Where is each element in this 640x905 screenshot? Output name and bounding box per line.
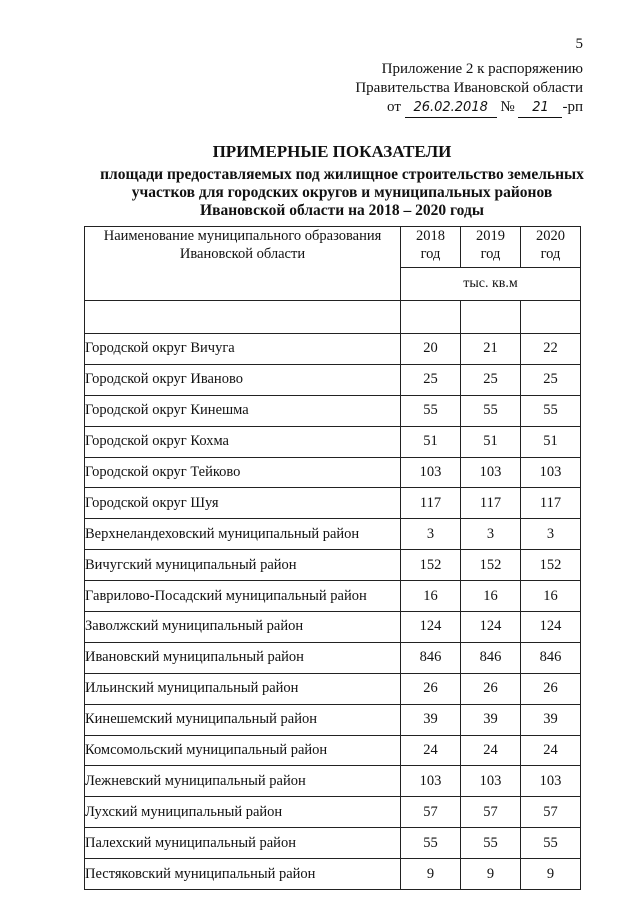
value-2018-cell: 16 bbox=[401, 581, 461, 612]
header-year-unit: год bbox=[480, 246, 501, 262]
value-2020-cell: 39 bbox=[521, 704, 581, 735]
value-2018-cell: 24 bbox=[401, 735, 461, 766]
municipality-name-cell: Заволжский муниципальный район bbox=[85, 612, 401, 643]
table-row bbox=[85, 828, 581, 859]
measure-unit-cell: тыс. кв.м bbox=[401, 268, 581, 301]
municipality-name-cell: Лухский муниципальный район bbox=[85, 797, 401, 828]
table-row bbox=[85, 334, 581, 365]
table-row bbox=[85, 488, 581, 519]
municipality-name-cell: Городской округ Кинешма bbox=[85, 395, 401, 426]
value-2018-cell: 9 bbox=[401, 859, 461, 890]
value-2020-cell: 24 bbox=[521, 735, 581, 766]
value-2020-cell: 117 bbox=[521, 488, 581, 519]
table-row bbox=[85, 735, 581, 766]
blank-cell bbox=[85, 301, 401, 334]
value-2019-cell: 24 bbox=[461, 735, 521, 766]
municipality-name-cell: Ивановский муниципальный район bbox=[85, 642, 401, 673]
value-2019-cell: 9 bbox=[461, 859, 521, 890]
header-year-2019 bbox=[461, 227, 521, 268]
page-number: 5 bbox=[575, 36, 583, 52]
table-row bbox=[85, 673, 581, 704]
value-2020-cell: 25 bbox=[521, 364, 581, 395]
municipality-name-cell: Палехский муниципальный район bbox=[85, 828, 401, 859]
header-year-2020 bbox=[521, 227, 581, 268]
value-2019-cell: 3 bbox=[461, 519, 521, 550]
table-spacer-row bbox=[85, 301, 581, 334]
value-2020-cell: 26 bbox=[521, 673, 581, 704]
value-2019-cell: 152 bbox=[461, 550, 521, 581]
blank-cell bbox=[521, 301, 581, 334]
value-2019-cell: 39 bbox=[461, 704, 521, 735]
table-row bbox=[85, 457, 581, 488]
municipality-name-cell: Верхнеландеховский муниципальный район bbox=[85, 519, 401, 550]
value-2020-cell: 124 bbox=[521, 612, 581, 643]
value-2018-cell: 20 bbox=[401, 334, 461, 365]
value-2018-cell: 103 bbox=[401, 457, 461, 488]
value-2020-cell: 9 bbox=[521, 859, 581, 890]
value-2019-cell: 117 bbox=[461, 488, 521, 519]
appendix-line-1: Приложение 2 к распоряжению bbox=[381, 61, 583, 77]
municipality-name-cell: Пестяковский муниципальный район bbox=[85, 859, 401, 890]
table-row bbox=[85, 766, 581, 797]
table-row bbox=[85, 395, 581, 426]
table-row bbox=[85, 612, 581, 643]
municipality-name-cell: Ильинский муниципальный район bbox=[85, 673, 401, 704]
value-2018-cell: 846 bbox=[401, 642, 461, 673]
order-suffix: -рп bbox=[562, 99, 583, 115]
value-2019-cell: 103 bbox=[461, 457, 521, 488]
header-name-line-2: Ивановской области bbox=[179, 246, 306, 262]
title-sub-line-2: участков для городских округов и муниципальных районов bbox=[131, 184, 553, 201]
municipality-name-cell: Комсомольский муниципальный район bbox=[85, 735, 401, 766]
date-prefix: от bbox=[387, 99, 401, 115]
value-2019-cell: 846 bbox=[461, 642, 521, 673]
indicators-table bbox=[84, 226, 581, 890]
table-row bbox=[85, 859, 581, 890]
header-year-value: 2018 bbox=[416, 228, 445, 244]
header-year-value: 2019 bbox=[476, 228, 505, 244]
value-2019-cell: 55 bbox=[461, 395, 521, 426]
header-year-value: 2020 bbox=[536, 228, 565, 244]
value-2020-cell: 3 bbox=[521, 519, 581, 550]
appendix-date-line bbox=[355, 98, 583, 118]
municipality-name-cell: Лежневский муниципальный район bbox=[85, 766, 401, 797]
blank-cell bbox=[461, 301, 521, 334]
value-2018-cell: 26 bbox=[401, 673, 461, 704]
value-2018-cell: 124 bbox=[401, 612, 461, 643]
value-2018-cell: 51 bbox=[401, 426, 461, 457]
document-title bbox=[0, 142, 640, 220]
value-2020-cell: 22 bbox=[521, 334, 581, 365]
value-2020-cell: 846 bbox=[521, 642, 581, 673]
table-body bbox=[85, 334, 581, 890]
table-row bbox=[85, 581, 581, 612]
value-2018-cell: 117 bbox=[401, 488, 461, 519]
value-2018-cell: 55 bbox=[401, 395, 461, 426]
value-2018-cell: 103 bbox=[401, 766, 461, 797]
number-handwritten: 21 bbox=[518, 98, 562, 118]
table-row bbox=[85, 426, 581, 457]
value-2019-cell: 26 bbox=[461, 673, 521, 704]
blank-cell bbox=[401, 301, 461, 334]
table-row bbox=[85, 519, 581, 550]
value-2020-cell: 57 bbox=[521, 797, 581, 828]
value-2020-cell: 152 bbox=[521, 550, 581, 581]
title-sub-line-1: площади предоставляемых под жилищное строительство земельных bbox=[100, 166, 584, 183]
value-2020-cell: 16 bbox=[521, 581, 581, 612]
header-name-cell bbox=[85, 227, 401, 301]
value-2019-cell: 57 bbox=[461, 797, 521, 828]
appendix-line-2: Правительства Ивановской области bbox=[355, 80, 583, 96]
header-year-unit: год bbox=[420, 246, 441, 262]
value-2018-cell: 57 bbox=[401, 797, 461, 828]
value-2019-cell: 103 bbox=[461, 766, 521, 797]
number-sign: № bbox=[500, 99, 515, 115]
table-row bbox=[85, 704, 581, 735]
header-name-line-1: Наименование муниципального образования bbox=[103, 228, 382, 244]
date-handwritten: 26.02.2018 bbox=[405, 98, 497, 118]
table-row bbox=[85, 550, 581, 581]
municipality-name-cell: Гаврилово-Посадский муниципальный район bbox=[85, 581, 401, 612]
value-2020-cell: 103 bbox=[521, 766, 581, 797]
value-2018-cell: 3 bbox=[401, 519, 461, 550]
municipality-name-cell: Городской округ Вичуга bbox=[85, 334, 401, 365]
value-2020-cell: 51 bbox=[521, 426, 581, 457]
value-2019-cell: 21 bbox=[461, 334, 521, 365]
value-2018-cell: 25 bbox=[401, 364, 461, 395]
municipality-name-cell: Городской округ Иваново bbox=[85, 364, 401, 395]
value-2019-cell: 55 bbox=[461, 828, 521, 859]
value-2020-cell: 103 bbox=[521, 457, 581, 488]
value-2019-cell: 16 bbox=[461, 581, 521, 612]
municipality-name-cell: Городской округ Кохма bbox=[85, 426, 401, 457]
table-row bbox=[85, 797, 581, 828]
value-2018-cell: 152 bbox=[401, 550, 461, 581]
table-row bbox=[85, 642, 581, 673]
title-subtitle bbox=[44, 166, 640, 220]
title-main: ПРИМЕРНЫЕ ПОКАЗАТЕЛИ bbox=[212, 142, 452, 161]
table-header-row bbox=[85, 227, 581, 268]
table-row bbox=[85, 364, 581, 395]
value-2020-cell: 55 bbox=[521, 828, 581, 859]
header-year-2018 bbox=[401, 227, 461, 268]
appendix-header bbox=[355, 60, 583, 118]
value-2019-cell: 51 bbox=[461, 426, 521, 457]
municipality-name-cell: Кинешемский муниципальный район bbox=[85, 704, 401, 735]
municipality-name-cell: Городской округ Тейково bbox=[85, 457, 401, 488]
header-year-unit: год bbox=[540, 246, 561, 262]
title-sub-line-3: Ивановской области на 2018 – 2020 годы bbox=[200, 202, 484, 219]
value-2019-cell: 124 bbox=[461, 612, 521, 643]
value-2018-cell: 39 bbox=[401, 704, 461, 735]
value-2020-cell: 55 bbox=[521, 395, 581, 426]
value-2019-cell: 25 bbox=[461, 364, 521, 395]
municipality-name-cell: Вичугский муниципальный район bbox=[85, 550, 401, 581]
municipality-name-cell: Городской округ Шуя bbox=[85, 488, 401, 519]
value-2018-cell: 55 bbox=[401, 828, 461, 859]
